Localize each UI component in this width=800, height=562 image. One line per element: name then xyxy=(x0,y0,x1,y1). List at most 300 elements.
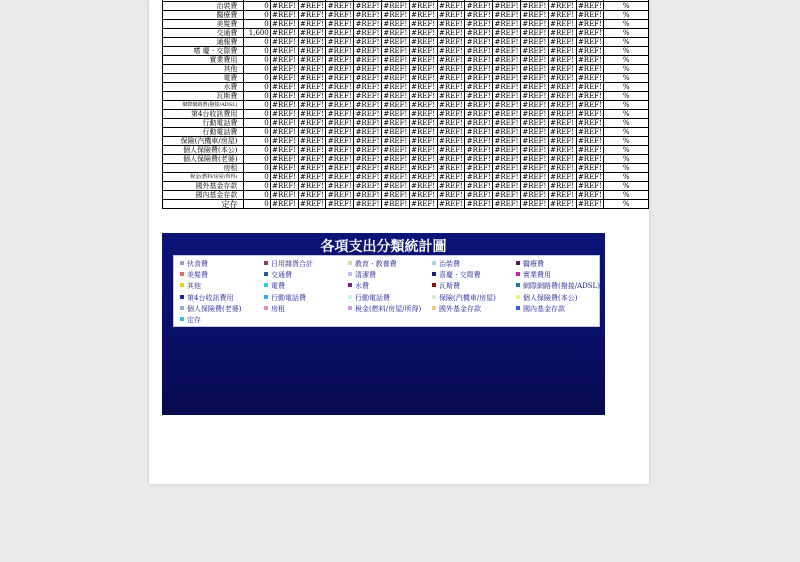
ref-error-cell: #REF! xyxy=(550,19,575,28)
percent-cell: % xyxy=(604,74,649,83)
legend-label: 定存 xyxy=(187,316,201,324)
ref-error-cell: #REF! xyxy=(550,127,575,136)
ref-error-cell: #REF! xyxy=(355,163,380,172)
legend-swatch xyxy=(432,283,436,287)
ref-error-cell: #REF! xyxy=(272,127,297,136)
row-label: 網際網路費(撥接/ADSL) xyxy=(163,101,244,110)
ref-error-cell: #REF! xyxy=(355,82,380,91)
legend-item xyxy=(180,315,201,326)
ref-error-cell: #REF! xyxy=(522,199,547,208)
percent-cell: % xyxy=(604,20,649,29)
ref-error-cell: #REF! xyxy=(355,73,380,82)
ref-error-cell: #REF! xyxy=(522,118,547,127)
ref-error-cell: #REF! xyxy=(327,145,352,154)
percent-cell: % xyxy=(604,182,649,191)
ref-error-cell: #REF! xyxy=(327,190,352,199)
row-label: 個人保險費(本公) xyxy=(163,146,244,155)
ref-error-cell: #REF! xyxy=(299,127,324,136)
table-row xyxy=(163,92,649,101)
ref-error-cell: #REF! xyxy=(522,109,547,118)
table-row xyxy=(163,47,649,56)
ref-error-cell: #REF! xyxy=(383,73,408,82)
ref-error-cell: #REF! xyxy=(550,1,575,10)
ref-error-cell: #REF! xyxy=(522,172,547,181)
row-label: 房租 xyxy=(163,164,244,173)
ref-error-cell: #REF! xyxy=(522,19,547,28)
ref-error-cell: #REF! xyxy=(494,163,519,172)
row-amount: 0 xyxy=(244,137,270,146)
ref-error-cell: #REF! xyxy=(355,154,380,163)
ref-error-cell: #REF! xyxy=(299,19,324,28)
ref-error-cell: #REF! xyxy=(355,136,380,145)
ref-error-cell: #REF! xyxy=(522,127,547,136)
ref-error-cell: #REF! xyxy=(494,172,519,181)
ref-error-cell: #REF! xyxy=(466,64,491,73)
ref-error-cell: #REF! xyxy=(494,64,519,73)
ref-error-cell: #REF! xyxy=(383,190,408,199)
ref-error-cell: #REF! xyxy=(522,82,547,91)
percent-cell: % xyxy=(604,2,649,11)
legend-label: 瓦斯費 xyxy=(439,282,460,291)
percent-cell: % xyxy=(604,173,649,182)
row-amount: 0 xyxy=(244,164,270,173)
ref-error-cell: #REF! xyxy=(327,91,352,100)
ref-error-cell: #REF! xyxy=(466,73,491,82)
ref-error-cell: #REF! xyxy=(355,64,380,73)
row-label: 醫療費 xyxy=(163,11,244,20)
legend-item xyxy=(264,281,285,292)
table-row xyxy=(163,200,649,209)
legend-label: 國外基金存款 xyxy=(439,304,481,313)
ref-error-cell: #REF! xyxy=(411,55,436,64)
ref-error-cell: #REF! xyxy=(438,73,463,82)
percent-cell: % xyxy=(604,11,649,20)
ref-error-cell: #REF! xyxy=(327,127,352,136)
row-label: 通報費 xyxy=(163,38,244,47)
legend-label: 水費 xyxy=(355,282,369,291)
ref-error-cell: #REF! xyxy=(272,172,297,181)
ref-error-cell: #REF! xyxy=(272,145,297,154)
legend-label: 喜慶 · 交際費 xyxy=(439,271,481,280)
percent-cell: % xyxy=(604,83,649,92)
percent-cell: % xyxy=(604,119,649,128)
ref-error-cell: #REF! xyxy=(383,1,408,10)
legend-label: 網際網路費(撥接/ADSL) xyxy=(523,282,600,291)
ref-error-cell: #REF! xyxy=(550,100,575,109)
legend-label: 交通費 xyxy=(271,271,292,280)
legend-swatch xyxy=(516,261,520,265)
percent-cell: % xyxy=(604,47,649,56)
ref-error-cell: #REF! xyxy=(466,136,491,145)
ref-error-cell: #REF! xyxy=(494,199,519,208)
row-amount: 0 xyxy=(244,119,270,128)
ref-error-cell: #REF! xyxy=(272,118,297,127)
ref-error-cell: #REF! xyxy=(383,64,408,73)
ref-error-cell: #REF! xyxy=(383,55,408,64)
percent-cell: % xyxy=(604,200,649,209)
legend-swatch xyxy=(516,283,520,287)
ref-error-cell: #REF! xyxy=(355,46,380,55)
ref-error-cell: #REF! xyxy=(494,1,519,10)
ref-error-cell: #REF! xyxy=(550,73,575,82)
legend-item xyxy=(516,281,600,292)
legend-swatch xyxy=(180,306,184,310)
ref-error-cell: #REF! xyxy=(327,199,352,208)
row-amount: 0 xyxy=(244,11,270,20)
ref-error-cell: #REF! xyxy=(494,100,519,109)
ref-error-cell: #REF! xyxy=(522,163,547,172)
ref-error-cell: #REF! xyxy=(577,163,602,172)
legend-swatch xyxy=(264,272,268,276)
percent-cell: % xyxy=(604,29,649,38)
percent-cell: % xyxy=(604,38,649,47)
ref-error-cell: #REF! xyxy=(577,136,602,145)
legend-label: 治裝費 xyxy=(439,260,460,268)
ref-error-cell: #REF! xyxy=(411,109,436,118)
table-row xyxy=(163,137,649,146)
ref-error-cell: #REF! xyxy=(577,118,602,127)
row-amount: 1,600 xyxy=(244,29,270,38)
ref-error-cell: #REF! xyxy=(577,64,602,73)
ref-error-cell: #REF! xyxy=(327,100,352,109)
row-amount: 0 xyxy=(244,101,270,110)
ref-error-cell: #REF! xyxy=(299,100,324,109)
ref-error-cell: #REF! xyxy=(577,100,602,109)
legend-item xyxy=(180,304,241,315)
legend-label: 房租 xyxy=(271,304,285,313)
ref-error-cell: #REF! xyxy=(550,37,575,46)
ref-error-cell: #REF! xyxy=(272,46,297,55)
ref-error-cell: #REF! xyxy=(383,91,408,100)
legend-item xyxy=(348,293,390,304)
ref-error-cell: #REF! xyxy=(411,91,436,100)
ref-error-cell: #REF! xyxy=(550,190,575,199)
ref-error-cell: #REF! xyxy=(466,127,491,136)
row-amount: 0 xyxy=(244,20,270,29)
legend-item xyxy=(432,259,460,270)
ref-error-cell: #REF! xyxy=(272,73,297,82)
percent-cell: % xyxy=(604,137,649,146)
ref-error-cell: #REF! xyxy=(550,46,575,55)
ref-error-cell: #REF! xyxy=(383,145,408,154)
legend-swatch xyxy=(348,272,352,276)
percent-cell: % xyxy=(604,101,649,110)
ref-error-cell: #REF! xyxy=(550,82,575,91)
ref-error-cell: #REF! xyxy=(550,145,575,154)
row-amount: 0 xyxy=(244,83,270,92)
percent-cell: % xyxy=(604,92,649,101)
legend-label: 其他 xyxy=(187,282,201,291)
ref-error-cell: #REF! xyxy=(466,10,491,19)
ref-error-cell: #REF! xyxy=(577,1,602,10)
ref-error-cell: #REF! xyxy=(411,37,436,46)
ref-error-cell: #REF! xyxy=(411,199,436,208)
ref-error-cell: #REF! xyxy=(272,199,297,208)
ref-error-cell: #REF! xyxy=(522,181,547,190)
table-row xyxy=(163,119,649,128)
legend-item xyxy=(348,259,397,270)
percent-cell: % xyxy=(604,128,649,137)
ref-error-cell: #REF! xyxy=(355,145,380,154)
table-row xyxy=(163,29,649,38)
row-amount: 0 xyxy=(244,56,270,65)
legend-swatch xyxy=(180,317,184,321)
legend-item xyxy=(516,270,551,281)
ref-error-cell: #REF! xyxy=(550,199,575,208)
row-amount: 0 xyxy=(244,173,270,182)
ref-error-cell: #REF! xyxy=(494,55,519,64)
legend-item xyxy=(264,259,313,270)
percent-cell: % xyxy=(604,146,649,155)
row-amount: 0 xyxy=(244,182,270,191)
ref-error-cell: #REF! xyxy=(327,46,352,55)
ref-error-cell: #REF! xyxy=(494,82,519,91)
ref-error-cell: #REF! xyxy=(299,118,324,127)
ref-error-cell: #REF! xyxy=(411,181,436,190)
ref-error-cell: #REF! xyxy=(494,109,519,118)
ref-error-cell: #REF! xyxy=(272,181,297,190)
table-row xyxy=(163,173,649,182)
ref-error-cell: #REF! xyxy=(383,118,408,127)
ref-error-cell: #REF! xyxy=(355,109,380,118)
ref-error-cell: #REF! xyxy=(494,181,519,190)
legend-swatch xyxy=(348,261,352,265)
table-row xyxy=(163,128,649,137)
percent-cell: % xyxy=(604,191,649,200)
ref-error-cell: #REF! xyxy=(522,91,547,100)
ref-error-cell: #REF! xyxy=(383,109,408,118)
ref-error-cell: #REF! xyxy=(522,100,547,109)
ref-error-cell: #REF! xyxy=(438,190,463,199)
ref-error-cell: #REF! xyxy=(522,28,547,37)
ref-error-cell: #REF! xyxy=(466,154,491,163)
table-row xyxy=(163,164,649,173)
row-amount: 0 xyxy=(244,191,270,200)
ref-error-cell: #REF! xyxy=(411,19,436,28)
legend-swatch xyxy=(516,306,520,310)
ref-error-cell: #REF! xyxy=(299,55,324,64)
ref-error-cell: #REF! xyxy=(550,172,575,181)
legend-swatch xyxy=(432,306,436,310)
ref-error-cell: #REF! xyxy=(577,10,602,19)
ref-error-cell: #REF! xyxy=(522,145,547,154)
legend-item xyxy=(180,270,208,281)
ref-error-cell: #REF! xyxy=(299,109,324,118)
ref-error-cell: #REF! xyxy=(550,154,575,163)
legend-item xyxy=(264,270,292,281)
ref-error-cell: #REF! xyxy=(383,127,408,136)
table-row xyxy=(163,155,649,164)
percent-cell: % xyxy=(604,65,649,74)
legend-item xyxy=(432,281,460,292)
ref-error-cell: #REF! xyxy=(494,136,519,145)
legend-label: 個人保險費(老婆) xyxy=(187,304,242,313)
ref-error-cell: #REF! xyxy=(383,19,408,28)
ref-error-cell: #REF! xyxy=(411,154,436,163)
ref-error-cell: #REF! xyxy=(327,64,352,73)
ref-error-cell: #REF! xyxy=(299,28,324,37)
ref-error-cell: #REF! xyxy=(522,154,547,163)
ref-error-cell: #REF! xyxy=(438,127,463,136)
ref-error-cell: #REF! xyxy=(438,55,463,64)
row-label: 電費 xyxy=(163,74,244,83)
ref-error-cell: #REF! xyxy=(438,1,463,10)
legend-swatch xyxy=(348,283,352,287)
row-label: 行動電話費 xyxy=(163,119,244,128)
ref-error-cell: #REF! xyxy=(466,199,491,208)
row-amount: 0 xyxy=(244,74,270,83)
ref-error-cell: #REF! xyxy=(327,154,352,163)
ref-error-cell: #REF! xyxy=(272,136,297,145)
row-amount: 0 xyxy=(244,128,270,137)
ref-error-cell: #REF! xyxy=(466,172,491,181)
ref-error-cell: #REF! xyxy=(522,190,547,199)
ref-error-cell: #REF! xyxy=(438,10,463,19)
legend-label: 日用雜貨合計 xyxy=(271,260,313,268)
ref-error-cell: #REF! xyxy=(299,163,324,172)
row-label: 國外基金存款 xyxy=(163,182,244,191)
ref-error-cell: #REF! xyxy=(550,181,575,190)
row-label: 嗜 慶 · 交際費 xyxy=(163,47,244,56)
legend-label: 電費 xyxy=(271,282,285,291)
ref-error-cell: #REF! xyxy=(522,46,547,55)
ref-error-cell: #REF! xyxy=(272,10,297,19)
ref-error-cell: #REF! xyxy=(438,163,463,172)
ref-error-cell: #REF! xyxy=(466,55,491,64)
ref-error-cell: #REF! xyxy=(355,190,380,199)
ref-error-cell: #REF! xyxy=(272,190,297,199)
legend-swatch xyxy=(264,295,268,299)
ref-error-cell: #REF! xyxy=(272,109,297,118)
ref-error-cell: #REF! xyxy=(355,172,380,181)
ref-error-cell: #REF! xyxy=(299,73,324,82)
ref-error-cell: #REF! xyxy=(577,172,602,181)
ref-error-cell: #REF! xyxy=(299,82,324,91)
legend-swatch xyxy=(516,295,520,299)
ref-error-cell: #REF! xyxy=(577,19,602,28)
ref-error-cell: #REF! xyxy=(272,91,297,100)
row-amount: 0 xyxy=(244,146,270,155)
ref-error-cell: #REF! xyxy=(327,118,352,127)
percent-cell: % xyxy=(604,155,649,164)
legend-label: 保險(汽機車/房屋) xyxy=(439,293,496,302)
ref-error-cell: #REF! xyxy=(466,19,491,28)
ref-error-cell: #REF! xyxy=(299,145,324,154)
ref-error-cell: #REF! xyxy=(577,28,602,37)
legend-swatch xyxy=(264,306,268,310)
ref-error-cell: #REF! xyxy=(299,154,324,163)
ref-error-cell: #REF! xyxy=(327,55,352,64)
ref-error-cell: #REF! xyxy=(522,64,547,73)
table-row xyxy=(163,38,649,47)
ref-error-cell: #REF! xyxy=(466,118,491,127)
ref-error-cell: #REF! xyxy=(327,1,352,10)
ref-error-cell: #REF! xyxy=(355,127,380,136)
ref-error-cell: #REF! xyxy=(550,64,575,73)
ref-error-cell: #REF! xyxy=(383,28,408,37)
ref-error-cell: #REF! xyxy=(272,154,297,163)
table-row xyxy=(163,56,649,65)
ref-error-cell: #REF! xyxy=(438,64,463,73)
row-label: 保險(汽機車/房屋) xyxy=(163,137,244,146)
table-row xyxy=(163,11,649,20)
legend-swatch xyxy=(432,272,436,276)
ref-error-cell: #REF! xyxy=(438,172,463,181)
ref-error-cell: #REF! xyxy=(411,100,436,109)
ref-error-cell: #REF! xyxy=(522,37,547,46)
ref-error-cell: #REF! xyxy=(272,64,297,73)
ref-error-cell: #REF! xyxy=(355,199,380,208)
legend-label: 教育 · 教養費 xyxy=(355,260,397,268)
row-label: 瓦斯費 xyxy=(163,92,244,101)
row-label: 交通費 xyxy=(163,29,244,38)
ref-error-cell: #REF! xyxy=(411,82,436,91)
ref-error-cell: #REF! xyxy=(438,37,463,46)
ref-error-cell: #REF! xyxy=(411,136,436,145)
ref-error-cell: #REF! xyxy=(494,190,519,199)
ref-error-cell: #REF! xyxy=(466,181,491,190)
ref-error-cell: #REF! xyxy=(494,19,519,28)
ref-error-cell: #REF! xyxy=(355,100,380,109)
ref-error-cell: #REF! xyxy=(494,28,519,37)
legend-swatch xyxy=(516,272,520,276)
ref-error-cell: #REF! xyxy=(299,91,324,100)
legend-item xyxy=(348,270,376,281)
legend-swatch xyxy=(180,295,184,299)
table-row xyxy=(163,146,649,155)
legend-label: 行動電話費 xyxy=(271,293,306,302)
ref-error-cell: #REF! xyxy=(550,118,575,127)
legend-item xyxy=(180,259,208,270)
ref-error-cell: #REF! xyxy=(299,190,324,199)
ref-error-cell: #REF! xyxy=(327,82,352,91)
row-amount: 0 xyxy=(244,65,270,74)
row-amount: 0 xyxy=(244,110,270,119)
ref-error-cell: #REF! xyxy=(383,199,408,208)
ref-error-cell: #REF! xyxy=(466,109,491,118)
legend-label: 醫療費 xyxy=(523,260,544,268)
ref-error-cell: #REF! xyxy=(327,172,352,181)
ref-error-cell: #REF! xyxy=(577,91,602,100)
ref-error-cell: #REF! xyxy=(327,181,352,190)
ref-error-cell: #REF! xyxy=(355,37,380,46)
table-row xyxy=(163,65,649,74)
ref-error-cell: #REF! xyxy=(466,28,491,37)
table-row xyxy=(163,74,649,83)
ref-error-cell: #REF! xyxy=(438,91,463,100)
row-label: 治裝費 xyxy=(163,2,244,11)
ref-error-cell: #REF! xyxy=(327,37,352,46)
ref-error-cell: #REF! xyxy=(411,145,436,154)
ref-error-cell: #REF! xyxy=(383,136,408,145)
row-amount: 0 xyxy=(244,155,270,164)
ref-error-cell: #REF! xyxy=(438,154,463,163)
ref-error-cell: #REF! xyxy=(411,28,436,37)
row-label: 實業費用 xyxy=(163,56,244,65)
ref-error-cell: #REF! xyxy=(272,28,297,37)
ref-error-cell: #REF! xyxy=(355,10,380,19)
legend-item xyxy=(180,281,201,292)
row-label: 稅金(燃料/房屋/所得) xyxy=(163,173,244,182)
ref-error-cell: #REF! xyxy=(327,109,352,118)
legend-item xyxy=(264,304,285,315)
ref-error-cell: #REF! xyxy=(383,100,408,109)
ref-error-cell: #REF! xyxy=(494,154,519,163)
legend-swatch xyxy=(432,295,436,299)
table-row xyxy=(163,191,649,200)
legend-swatch xyxy=(180,272,184,276)
expense-category-chart xyxy=(162,233,605,415)
